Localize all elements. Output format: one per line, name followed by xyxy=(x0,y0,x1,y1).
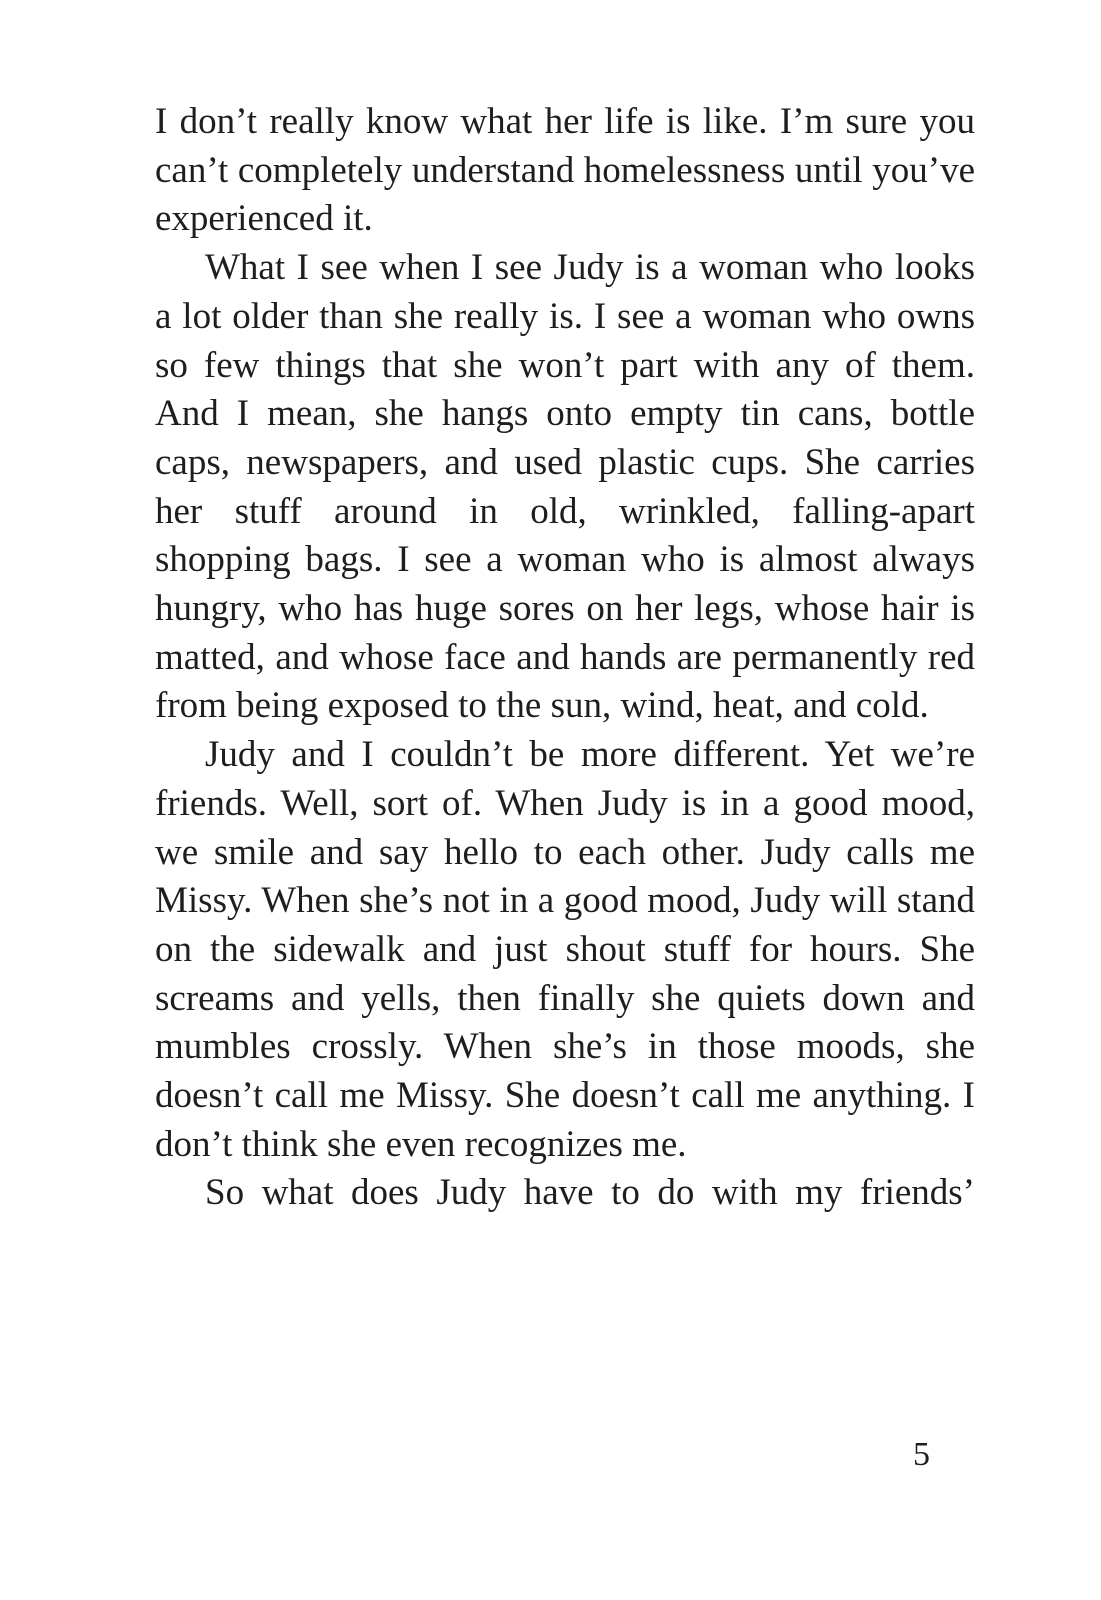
body-text xyxy=(155,98,975,1218)
paragraph-1: I don’t really know what her life is like. I’m sure you can’t completely understand homelessness until you’ve experienced it. xyxy=(155,101,975,240)
paragraph-3: Judy and I couldn’t be more different. Yet we’re friends. Well, sort of. When Judy is in a good mood, we smile and say hello to each other. Judy calls me Missy. When she’s not in a good mood, Judy will stand on the sidewalk and just shout stuff for hours. She screams and yells, then finally she quiets down and mumbles crossly. When she’s in those moods, she doesn’t call me Missy. She doesn’t call me anything. I don’t think she even recognizes me. xyxy=(155,734,975,1165)
paragraph-4: So what does Judy have to do with my friends’ xyxy=(205,1172,975,1214)
paragraph-2: What I see when I see Judy is a woman who looks a lot older than she really is. I see a woman who owns so few things that she won’t part with any of them. And I mean, she hangs onto empty tin cans, bottle caps, newspapers, and used plastic cups. She carries her stuff around in old, wrinkled, falling-apart shopping bags. I see a woman who is almost always hungry, who has huge sores on her legs, whose hair is matted, and whose face and hands are permanently red from being exposed to the sun, wind, heat, and cold. xyxy=(155,247,975,727)
page-number: 5 xyxy=(913,1436,930,1473)
